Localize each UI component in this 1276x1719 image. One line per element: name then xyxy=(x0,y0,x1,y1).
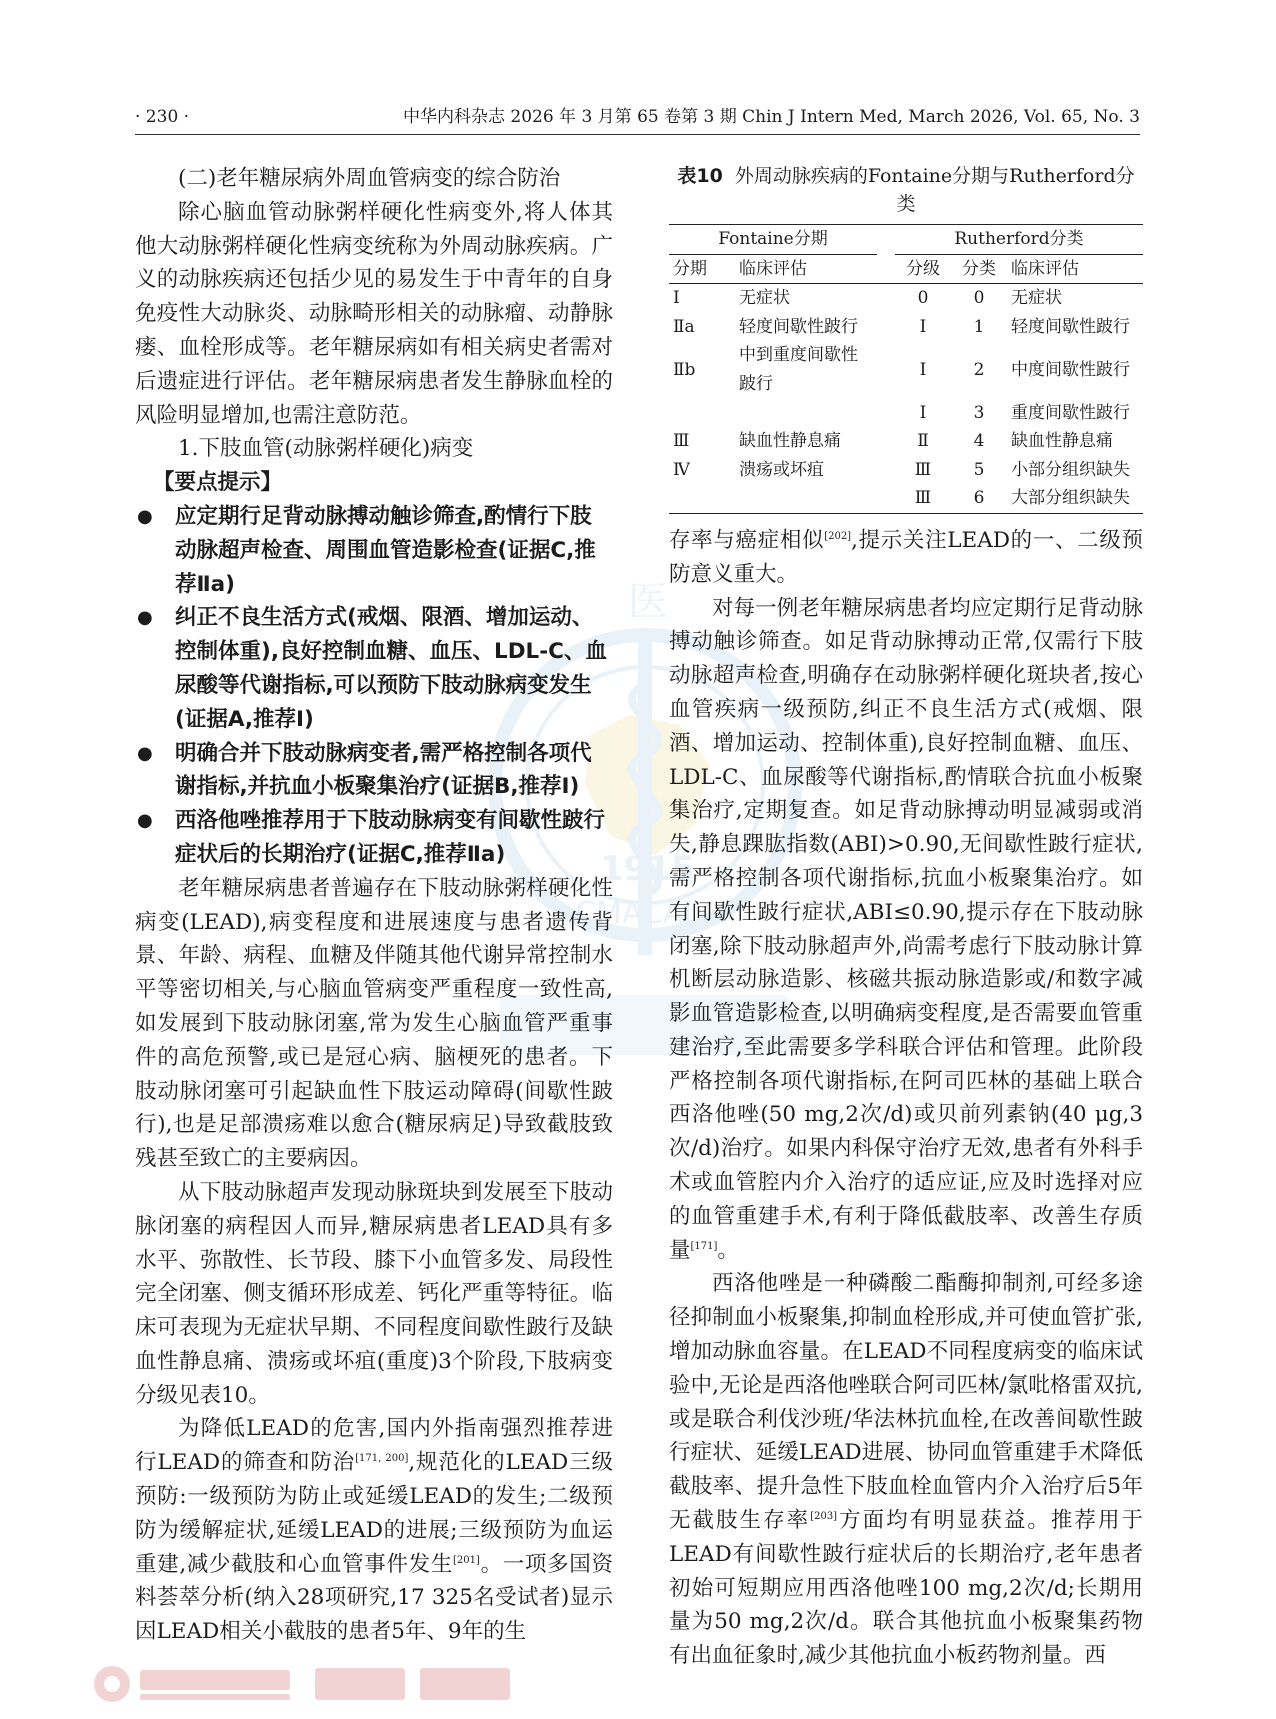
citation[interactable]: [171] xyxy=(690,1240,718,1252)
cell-eval2: 重度间歇性跛行 xyxy=(1011,402,1130,423)
cell-stage: Ⅱb xyxy=(673,359,696,380)
citation[interactable]: [171, 200] xyxy=(355,1453,409,1465)
key-point: ● 纠正不良生活方式(戒烟、限酒、增加运动、控制体重),良好控制血糖、血压、LDL-C、血尿酸等代谢指标,可以预防下肢动脉病变发生(证据A,推荐Ⅰ) xyxy=(135,601,613,736)
cell-grade: Ⅱ xyxy=(917,431,929,452)
paragraph: 老年糖尿病患者普遍存在下肢动脉粥样硬化性病变(LEAD),病变程度和进展速度与患者遗传背景、年龄、病程、血糖及伴随其他代谢异常控制水平等密切相关,与心脑血管病变严重程度一致性高,如发展到下肢动脉闭塞,常为发生心脑血管严重事件的高危预警,或已是冠心病、脑梗死的患者。下肢动脉闭塞可引起缺血性下肢运动障碍(间歇性跛行),也是足部溃疡难以愈合(糖尿病足)导致截肢致残甚至致亡的主要病因。 xyxy=(135,875,613,1172)
key-point: ● 明确合并下肢动脉病变者,需严格控制各项代谢指标,并抗血小板聚集治疗(证据B,推荐Ⅰ) xyxy=(135,737,613,805)
bullet-icon: ● xyxy=(137,505,153,527)
cell-grade: Ⅰ xyxy=(919,316,927,337)
cell-stage xyxy=(669,399,735,428)
col-stage: 分期 xyxy=(669,254,735,284)
cell-stage: Ⅱa xyxy=(673,316,695,337)
table-row xyxy=(669,427,1143,456)
cell-eval2: 无症状 xyxy=(1011,288,1062,309)
cell-gap xyxy=(877,399,895,428)
cell-eval: 中到重度间歇性跛行 xyxy=(739,345,858,394)
cell-grade: Ⅲ xyxy=(914,459,932,480)
cell-eval2: 缺血性静息痛 xyxy=(1011,431,1113,452)
table-row xyxy=(669,399,1143,428)
cell-eval: 缺血性静息痛 xyxy=(739,431,841,452)
table-row xyxy=(669,313,1143,342)
right-column xyxy=(669,162,1143,1673)
cell-grade: Ⅰ xyxy=(919,402,927,423)
cell-gap xyxy=(877,484,895,513)
cell-eval: 无症状 xyxy=(739,288,790,309)
citation[interactable]: [202] xyxy=(824,530,852,542)
cell-gap xyxy=(877,284,895,313)
cell-gap xyxy=(877,313,895,342)
cell-eval xyxy=(735,484,877,513)
cell-eval2: 轻度间歇性跛行 xyxy=(1011,316,1130,337)
cell-class: 5 xyxy=(973,459,985,480)
cell-eval: 溃疡或坏疽 xyxy=(739,459,824,480)
cell-class: 6 xyxy=(951,484,1007,513)
cell-class: 3 xyxy=(973,402,985,423)
cell-stage: Ⅳ xyxy=(673,459,690,480)
paragraph: 存率与癌症相似[202],提示关注LEAD的一、二级预防意义重大。 xyxy=(669,527,1143,587)
cell-grade: Ⅲ xyxy=(895,484,951,513)
bullet-icon: ● xyxy=(137,607,153,629)
cell-class: 1 xyxy=(973,316,985,337)
paragraph: 从下肢动脉超声发现动脉斑块到发展至下肢动脉闭塞的病程因人而异,糖尿病患者LEAD具有多水平、弥散性、长节段、膝下小血管多发、局段性完全闭塞、侧支循环形成差、钙化严重等特征。临床可表现为无症状早期、不同程度间歇性跛行及缺血性静息痛、溃疡或坏疽(重度)3个阶段,下肢病变分级见表10。 xyxy=(135,1179,613,1408)
cell-grade: Ⅰ xyxy=(919,359,927,380)
cell-eval xyxy=(735,399,877,428)
cell-class: 4 xyxy=(973,431,985,452)
group-fontaine: Fontaine分期 xyxy=(669,225,877,255)
page-number: · 230 · xyxy=(135,107,190,127)
col-eval2: 临床评估 xyxy=(1007,254,1143,284)
watermark-char: 医 xyxy=(628,579,668,625)
cell-stage: Ⅲ xyxy=(673,431,690,452)
running-header xyxy=(135,104,1140,135)
journal-info: 中华内科杂志 2026 年 3 月第 65 卷第 3 期 Chin J Intern Med, March 2026, Vol. 65, No. 3 xyxy=(402,107,1140,127)
cell-gap xyxy=(877,456,895,485)
table-row xyxy=(669,456,1143,485)
subsection-title: 1.下肢血管(动脉粥样硬化)病变 xyxy=(178,436,474,462)
cell-class: 0 xyxy=(973,288,985,309)
key-point: ● 西洛他唑推荐用于下肢动脉病变有间歇性跛行症状后的长期治疗(证据C,推荐Ⅱa) xyxy=(135,804,613,872)
key-point: ● 应定期行足背动脉搏动触诊筛查,酌情行下肢动脉超声检查、周围血管造影检查(证据C,推荐Ⅱa) xyxy=(135,500,613,601)
cell-stage: Ⅰ xyxy=(673,288,680,309)
watermark-latin: CMACAL xyxy=(575,896,701,931)
col-class: 分类 xyxy=(951,254,1007,284)
cell-stage xyxy=(669,484,735,513)
citation[interactable]: [203] xyxy=(810,1510,838,1522)
bullet-icon: ● xyxy=(137,810,153,832)
table-caption: 表10 外周动脉疾病的Fontaine分期与Rutherford分类 xyxy=(677,165,1135,215)
cell-class: 2 xyxy=(973,359,985,380)
publisher-logo xyxy=(90,1660,570,1710)
citation[interactable]: [201] xyxy=(453,1554,480,1566)
cell-eval2: 大部分组织缺失 xyxy=(1007,484,1143,513)
paragraph: 对每一例老年糖尿病患者均应定期行足背动脉搏动触诊筛查。如足背动脉搏动正常,仅需行下肢动脉超声检查,明确存在动脉粥样硬化斑块者,按心血管疾病一级预防,纠正不良生活方式(戒烟、限酒、增加运动、控制体重),良好控制血糖、血压、LDL-C、血尿酸等代谢指标,酌情联合抗血小板聚集治疗,定期复查。如足背动脉搏动明显减弱或消失,静息踝肱指数(ABI)>0.90,无间歇性跛行症状,需严格控制各项代谢指标,抗血小板聚集治疗。如有间歇性跛行症状,ABI≤0.90,提示存在下肢动脉闭塞,除下肢动脉超声外,尚需考虑行下肢动脉计算机断层动脉造影、核磁共振动脉造影或/和数字减影血管造影检查,以明确病变程度,是否需要血管重建治疗,至此需要多学科联合评估和管理。此阶段严格控制各项代谢指标,在阿司匹林的基础上联合西洛他唑(50 mg,2次/d)或贝前列素钠(40 μg,3次/d)治疗。如果内科保守治疗无效,患者有外科手术或血管腔内介入治疗的适应证,应及时选择对应的血管重建手术,有利于降低截肢率、改善生存质量[171]。 xyxy=(669,595,1143,1263)
classification-table xyxy=(669,224,1143,514)
group-rutherford: Rutherford分类 xyxy=(895,225,1143,255)
cell-eval: 轻度间歇性跛行 xyxy=(739,316,858,337)
left-column xyxy=(135,162,613,1649)
bullet-icon: ● xyxy=(137,742,153,764)
table-row xyxy=(669,484,1143,513)
paragraph: 西洛他唑是一种磷酸二酯酶抑制剂,可经多途径抑制血小板聚集,抑制血栓形成,并可使血管扩张,增加动脉血容量。在LEAD不同程度病变的临床试验中,无论是西洛他唑联合阿司匹林/氯吡格雷双抗,或是联合利伐沙班/华法林抗血栓,在改善间歇性跛行症状、延缓LEAD进展、协同血管重建手术降低截肢率、提升急性下肢血栓血管内介入治疗后5年无截肢生存率[203]方面均有明显获益。推荐用于LEAD有间歇性跛行症状后的长期治疗,老年患者初始可短期应用西洛他唑100 mg,2次/d;长期用量为50 mg,2次/d。联合其他抗血小板聚集药物有出血征象时,减少其他抗血小板药物剂量。西 xyxy=(669,1271,1143,1669)
cell-eval2: 中度间歇性跛行 xyxy=(1011,359,1130,380)
key-points-heading: 【要点提示】 xyxy=(153,470,283,496)
cell-gap xyxy=(877,427,895,456)
table-row xyxy=(669,341,1143,398)
col-grade: 分级 xyxy=(895,254,951,284)
cell-gap xyxy=(877,341,895,398)
cell-eval2: 小部分组织缺失 xyxy=(1011,459,1130,480)
table-row xyxy=(669,284,1143,313)
paragraph: 除心脑血管动脉粥样硬化性病变外,将人体其他大动脉粥样硬化性病变统称为外周动脉疾病。广义的动脉疾病还包括少见的易发生于中青年的自身免疫性大动脉炎、动脉畸形相关的动脉瘤、动静脉瘘、血栓形成等。老年糖尿病如有相关病史者需对后遗症进行评估。老年糖尿病患者发生静脉血栓的风险明显增加,也需注意防范。 xyxy=(135,199,613,428)
watermark-year: 1915 xyxy=(600,849,695,889)
section-title: (二)老年糖尿病外周血管病变的综合防治 xyxy=(178,166,561,191)
col-eval: 临床评估 xyxy=(735,254,877,284)
table-10 xyxy=(669,162,1143,514)
cell-grade: 0 xyxy=(917,288,929,309)
paragraph: 为降低LEAD的危害,国内外指南强烈推荐进行LEAD的筛查和防治[171, 200],规范化的LEAD三级预防:一级预防为防止或延缓LEAD的发生;二级预防为缓解症状,延缓LEAD的进展;三级预防为血运重建,减少截肢和心血管事件发生[201]。一项多国资料荟萃分析(纳入28项研究,17 325名受试者)显示因LEAD相关小截肢的患者5年、9年的生 xyxy=(135,1416,613,1645)
